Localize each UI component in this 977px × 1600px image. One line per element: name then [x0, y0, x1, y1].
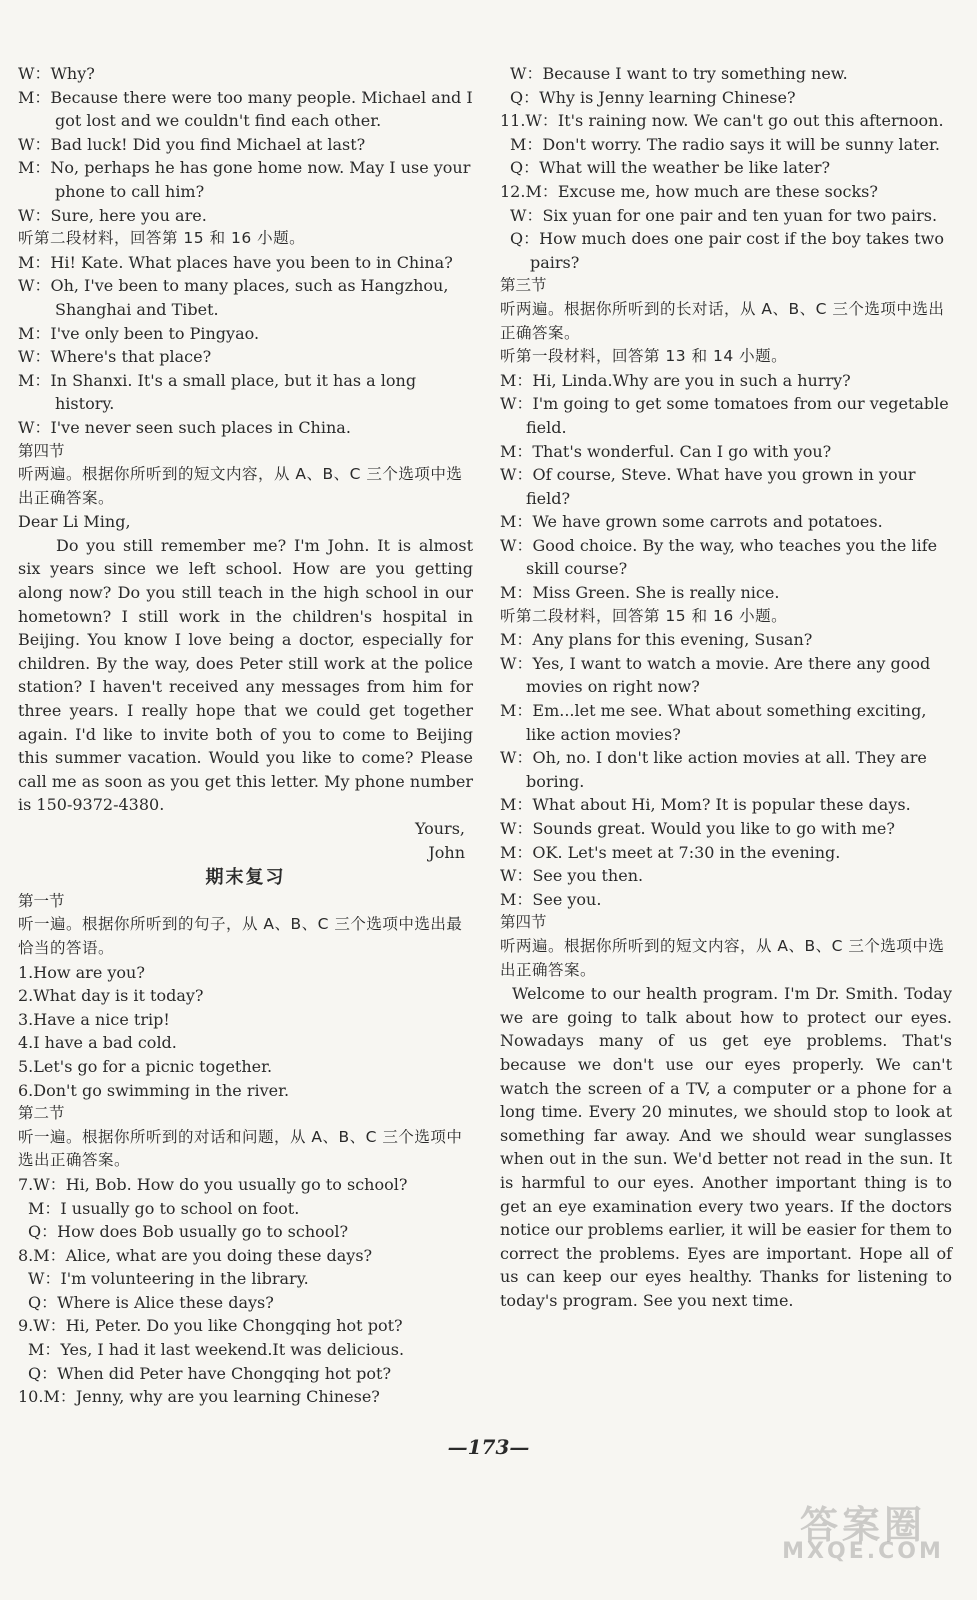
- right-col-line: 听两遍。根据你所听到的长对话，从 A、B、C 三个选项中选出正确答案。: [500, 299, 945, 342]
- right-col-line: M：Hi, Linda.Why are you in such a hurry?: [500, 370, 851, 390]
- right-col-line: 11.W：It's raining now. We can't go out this afternoon.: [500, 111, 944, 131]
- left-col-line: 3.Have a nice trip!: [18, 1009, 170, 1029]
- left-col-line: 听一遍。根据你所听到的句子，从 A、B、C 三个选项中选出最恰当的答语。: [18, 915, 463, 957]
- right-col-line: W：I'm going to get some tomatoes from our vegetable field.: [500, 394, 949, 437]
- left-col-line: 听第二段材料，回答第 15 和 16 小题。: [18, 229, 306, 248]
- left-col-line: W：Bad luck! Did you find Michael at last?: [18, 134, 366, 154]
- left-column: [18, 62, 473, 1409]
- left-col-line: W：Sure, here you are.: [18, 205, 207, 225]
- right-col-line: M：Em...let me see. What about something exciting, like action movies?: [500, 701, 927, 744]
- right-col-line: M：See you.: [500, 889, 602, 909]
- left-col-line: M：I've only been to Pingyao.: [18, 323, 260, 343]
- left-col-line: 4.I have a bad cold.: [18, 1033, 177, 1053]
- left-col-line: W：I've never seen such places in China.: [18, 417, 351, 437]
- left-col-line: M：No, perhaps he has gone home now. May I use your phone to call him?: [18, 158, 471, 201]
- left-col-line: Do you still remember me? I'm John. It is almost six years since we left school. How are you getting along now? Do you still teach in the high school in our hometown? I still work in the children's hospital in Beijing. You know I love being a doctor, especially for children. By the way, does Peter still work at the police station? I haven't received any messages from him for three years. I really hope that we could get together again. I'd like to invite both of you to come to Beijing this summer vacation. Would you like to come? Please call me as soon as you get this letter. My phone number is 150-9372-4380.: [18, 535, 473, 815]
- left-col-line: 第一节: [18, 891, 65, 910]
- left-col-line: Q：How does Bob usually go to school?: [28, 1222, 349, 1242]
- right-col-line: W：Oh, no. I don't like action movies at all. They are boring.: [500, 748, 927, 791]
- right-col-line: M：That's wonderful. Can I go with you?: [500, 441, 832, 461]
- left-col-line: Yours,: [414, 819, 465, 838]
- right-col-line: M：Miss Green. She is really nice.: [500, 583, 780, 603]
- left-col-line: Q：Where is Alice these days?: [28, 1292, 274, 1312]
- watermark-url: MXQE.COM: [782, 1538, 944, 1564]
- watermark-text: 答案圈: [799, 1503, 926, 1547]
- right-col-line: W：Sounds great. Would you like to go with me?: [500, 819, 895, 838]
- left-col-line: Q：When did Peter have Chongqing hot pot?: [28, 1363, 392, 1383]
- right-col-line: Q：Why is Jenny learning Chinese?: [510, 87, 796, 107]
- right-col-line: Welcome to our health program. I'm Dr. Smith. Today we are going to talk about how to protect our eyes. Nowadays many of us get eye problems. That's because we don't use our eyes properly. We can't watch the screen of a TV, a computer or a phone for a long time. Every 20 minutes, we should stop to look at something far away. And we should wear sunglasses when out in the sun. We'd better not read in the sun. It is harmful to our eyes. Another important thing is to get an eye examination every two years. If the doctors notice our problems earlier, it will be easier for them to correct the problems. Eyes are important. Hope all of us can keep our eyes healthy. Thanks for listening to today's program. See you next time.: [500, 984, 952, 1310]
- right-col-line: 听第一段材料，回答第 13 和 14 小题。: [500, 347, 788, 366]
- right-col-line: M：What about Hi, Mom? It is popular these days.: [500, 795, 911, 815]
- left-col-line: 1.How are you?: [18, 962, 145, 982]
- watermark-logo: [763, 1503, 963, 1586]
- page-number: —173—: [447, 1435, 530, 1459]
- right-col-line: Q：What will the weather be like later?: [510, 158, 831, 178]
- left-col-line: M：Because there were too many people. Michael and I got lost and we couldn't find each other.: [18, 87, 473, 131]
- right-col-line: M：Any plans for this evening, Susan?: [500, 630, 813, 650]
- left-col-line: 5.Let's go for a picnic together.: [18, 1056, 273, 1076]
- left-col-line: M：Yes, I had it last weekend.It was delicious.: [28, 1340, 405, 1360]
- left-col-line: 6.Don't go swimming in the river.: [18, 1080, 290, 1100]
- right-col-line: W：Because I want to try something new.: [510, 64, 848, 83]
- right-col-line: 12.M：Excuse me, how much are these socks?: [500, 181, 878, 201]
- right-col-line: 第三节: [500, 276, 547, 295]
- left-col-line: 7.W：Hi, Bob. How do you usually go to school?: [18, 1174, 408, 1194]
- left-col-line: W：Where's that place?: [18, 347, 212, 367]
- left-col-line: Dear Li Ming,: [18, 512, 131, 532]
- right-col-line: 听两遍。根据你所听到的短文内容，从 A、B、C 三个选项中选出正确答案。: [500, 936, 945, 979]
- right-col-line: W：Of course, Steve. What have you grown in your field?: [500, 465, 916, 508]
- left-col-line: 10.M：Jenny, why are you learning Chinese?: [18, 1387, 380, 1407]
- right-col-line: 听第二段材料，回答第 15 和 16 小题。: [500, 606, 788, 625]
- left-col-line: 听一遍。根据你所听到的对话和问题，从 A、B、C 三个选项中选出正确答案。: [18, 1127, 463, 1170]
- left-col-line: W：Oh, I've been to many places, such as Hangzhou, Shanghai and Tibet.: [18, 276, 449, 319]
- left-col-line: 听两遍。根据你所听到的短文内容，从 A、B、C 三个选项中选出正确答案。: [18, 465, 463, 507]
- left-col-line: 2.What day is it today?: [18, 986, 204, 1006]
- right-col-line: W：See you then.: [500, 866, 644, 886]
- left-col-line: M：I usually go to school on foot.: [28, 1198, 300, 1218]
- left-col-line: M：In Shanxi. It's a small place, but it has a long history.: [18, 370, 417, 414]
- left-col-line: W：Why?: [18, 64, 95, 83]
- right-col-line: M：Don't worry. The radio says it will be sunny later.: [510, 134, 941, 154]
- right-col-line: 第四节: [500, 913, 547, 932]
- right-col-line: Q：How much does one pair cost if the boy takes two pairs?: [510, 229, 945, 272]
- left-col-line: 期末复习: [205, 867, 286, 889]
- left-col-line: 第二节: [18, 1104, 65, 1123]
- right-col-line: M：We have grown some carrots and potatoes.: [500, 512, 883, 532]
- right-column: [500, 62, 952, 1312]
- right-col-line: M：OK. Let's meet at 7:30 in the evening.: [500, 842, 841, 862]
- left-col-line: 9.W：Hi, Peter. Do you like Chongqing hot pot?: [18, 1316, 403, 1336]
- right-col-line: W：Yes, I want to watch a movie. Are there any good movies on right now?: [500, 653, 931, 697]
- left-col-line: 8.M：Alice, what are you doing these days?: [18, 1245, 373, 1265]
- left-col-line: M：Hi! Kate. What places have you been to in China?: [18, 252, 453, 272]
- left-col-line: W：I'm volunteering in the library.: [28, 1269, 309, 1289]
- right-col-line: W：Good choice. By the way, who teaches you the life skill course?: [500, 535, 938, 579]
- left-col-line: John: [428, 842, 465, 862]
- left-col-line: 第四节: [18, 441, 65, 460]
- right-col-line: W：Six yuan for one pair and ten yuan for two pairs.: [510, 205, 938, 225]
